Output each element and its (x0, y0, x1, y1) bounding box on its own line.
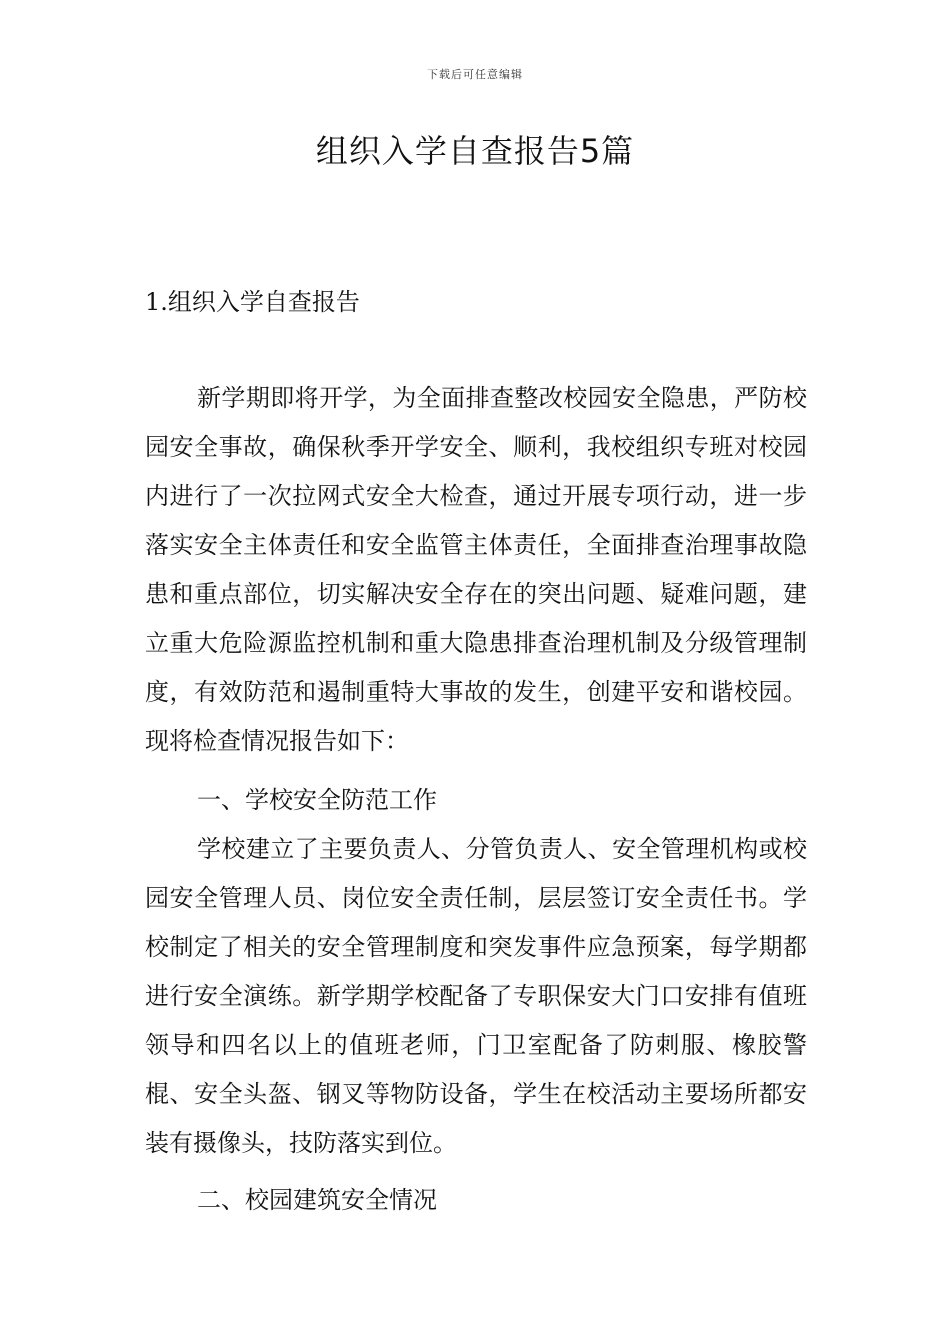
section-heading: 1.组织入学自查报告 (145, 288, 360, 316)
subheading-school-safety: 一、学校安全防范工作 (197, 786, 437, 814)
school-safety-paragraph: 学校建立了主要负责人、分管负责人、安全管理机构或校园安全管理人员、岗位安全责任制，层层签订安全责任书。学校制定了相关的安全管理制度和突发事件应急预案，每学期都进行安全演练。新学期学校配备了专职保安大门口安排有值班领导和四名以上的值班老师，门卫室配备了防刺服、橡胶警 棍、安全头盔、钢叉等物防设备，学生在校活动主要场所都安装有摄像头，技防落实到位。 (145, 835, 807, 1157)
intro-paragraph: 新学期即将开学，为全面排查整改校园安全隐患，严防校园安全事故，确保秋季开学安全、顺利，我校组织专班对校园内进行了一次拉网式安全大检查，通过开展专项行动，进一步落实安全主体责任和安全监管主体责任，全面排查治理事故隐患和重点部位，切实解决安全存在的突出问题、疑难问题，建立重大危险源监控机制和重大隐患排查治理机制及分级管理制度，有效防范和遏制重特大事故的发生，创建平安和谐校园。现将检查情况报告如下： (145, 384, 807, 755)
header-note: 下载后可任意编辑 (427, 68, 523, 81)
subheading-building-safety: 二、校园建筑安全情况 (197, 1186, 437, 1214)
document-title: 组织入学自查报告5篇 (315, 132, 635, 170)
